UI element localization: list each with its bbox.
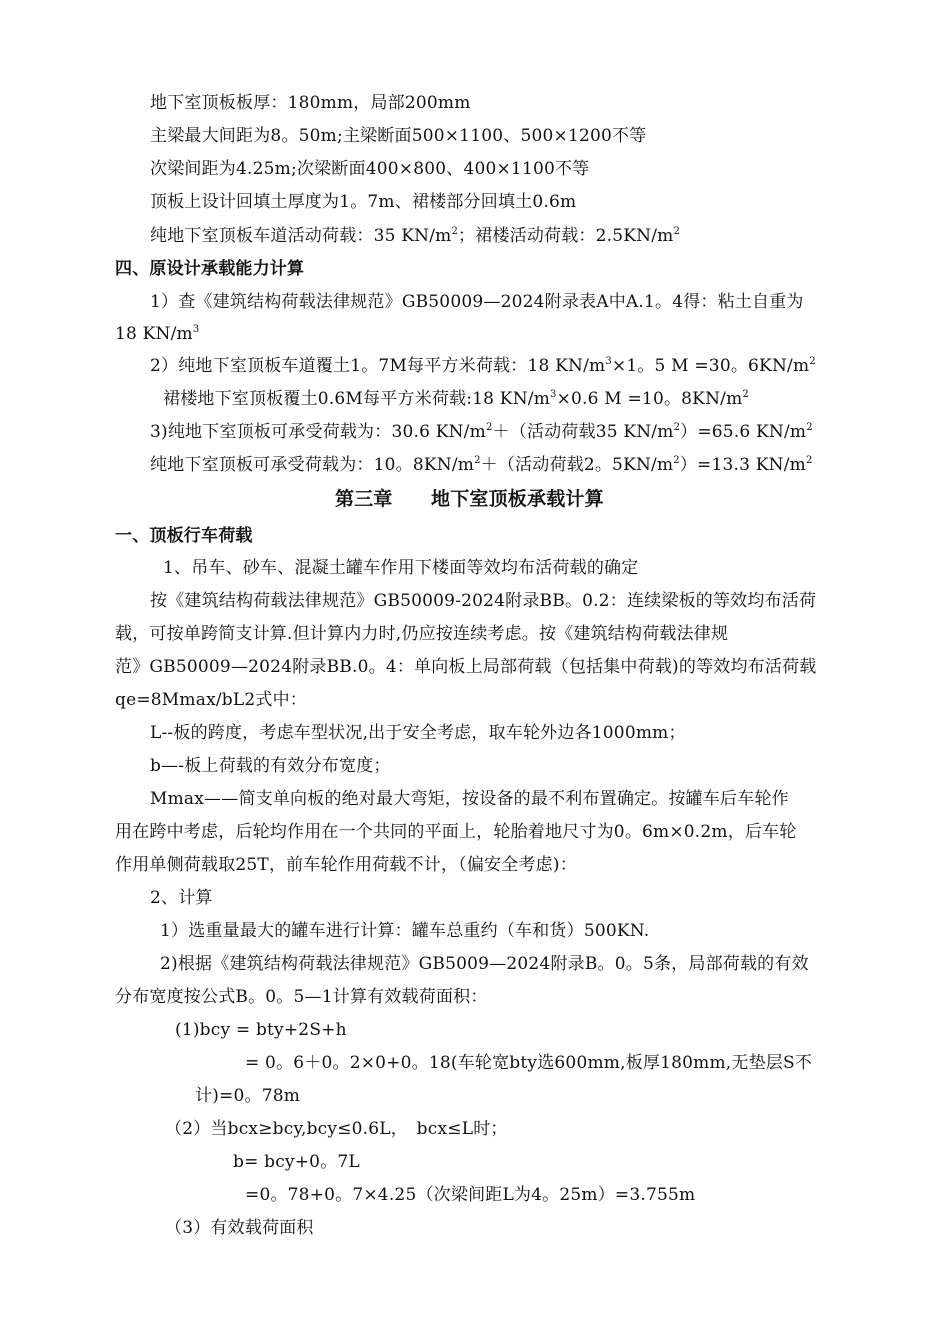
capacity-line-2: 纯地下室顶板可承受荷载为：10。$8KN/m^2+$（活动荷载2。$5KN/m^2)=13.3$ $KN/m^2$ [150, 455, 813, 475]
definition-width: b—-板上荷载的有效分布宽度； [150, 756, 391, 776]
live-load-line: 纯地下室顶板车道活动荷载：35 $KN/m^2$；裙楼活动荷载：$2.5KN/m^2$ [150, 226, 681, 246]
formula-bcy-result: 计)=0。78m [195, 1086, 301, 1106]
main-beam-line: 主梁最大间距为8。50m;主梁断面500×1100、500×1200不等 [150, 126, 647, 146]
paragraph-line: 载，可按单跨简支计算.但计算内力时,仍应按连续考虑。按《建筑结构荷载法律规 [115, 624, 729, 644]
soil-weight-line: 1）查《建筑结构荷载法律规范》GB50009—2024附录表A中A.1。4得：粘土自重为 [150, 292, 804, 312]
formula-bcy: (1)bcy = bty+2S+h [175, 1020, 347, 1040]
paragraph-line: 用在跨中考虑，后轮均作用在一个共同的平面上，轮胎着地尺寸为0。6m×0.2m，后车轮 [115, 822, 797, 842]
formula-b-result: =0。78+0。7×4.25（次梁间距L为4。25m）=3.755m [245, 1185, 696, 1205]
paragraph-line: 范》GB50009—2024附录BB.0。4：单向板上局部荷载（包括集中荷载)的等效均布活荷载 [115, 657, 817, 677]
backfill-thickness-line: 顶板上设计回填土厚度为1。7m、裙楼部分回填土0.6m [150, 192, 577, 212]
paragraph-line: 按《建筑结构荷载法律规范》GB50009-2024附录BB。0.2：连续梁板的等效均布活荷 [150, 591, 817, 611]
paragraph-line: 作用单侧荷载取25T，前车轮作用荷载不计，（偏安全考虑)： [115, 855, 577, 875]
formula-line: qe=8Mmax/bL2式中： [115, 690, 307, 710]
definition-mmax: Mmax——简支单向板的绝对最大弯矩，按设备的最不利布置确定。按罐车后车轮作 [150, 789, 789, 809]
secondary-beam-line: 次梁间距为4.25m;次梁断面400×800、400×1100不等 [150, 159, 590, 179]
soil-weight-value-line: 18 $KN/m^3$ [115, 324, 200, 344]
calculation-heading: 2、计算 [150, 888, 213, 908]
effective-area-heading: （3）有效载荷面积 [165, 1218, 314, 1238]
paragraph-line: 2)根据《建筑结构荷载法律规范》GB5009—2024附录B。0。5条，局部荷载的有效 [160, 954, 809, 974]
tanker-weight-line: 1）选重量最大的罐车进行计算：罐车总重约（车和货）500KN. [160, 921, 650, 941]
chapter-title: 第三章 地下室顶板承载计算 [335, 488, 604, 510]
driveway-cover-load-line: 2）纯地下室顶板车道覆土1。7M每平方米荷载：18 $KN/m^3\times 1$。5 M =30。$6KN/m^2$ [150, 356, 816, 376]
formula-bcy-value: = 0。6＋0。2×0+0。18(车轮宽bty选600mm,板厚180mm,无垫层S不 [245, 1053, 813, 1073]
formula-b: b= bcy+0。7L [233, 1152, 360, 1172]
condition-line: （2）当bcx≥bcy,bcy≤0.6L， bcx≤L时； [165, 1119, 508, 1139]
definition-span: L--板的跨度，考虑车型状况,出于安全考虑，取车轮外边各1000mm； [150, 723, 686, 743]
paragraph-line: 分布宽度按公式B。0。5—1计算有效载荷面积： [115, 987, 488, 1007]
section-heading-original-capacity: 四、原设计承载能力计算 [115, 259, 305, 279]
podium-cover-load-line: 裙楼地下室顶板覆土0.6M每平方米荷载:18 $KN/m^3\times 0.6$ M =10。$8KN/m^2$ [163, 389, 749, 409]
capacity-line-1: 3)纯地下室顶板可承受荷载为：30.6 $KN/m^2+$（活动荷载35 $KN/m^2)=65.6$ $KN/m^2$ [150, 422, 813, 442]
section-heading-vehicle-load: 一、顶板行车荷载 [115, 526, 253, 546]
equivalent-load-heading: 1、吊车、砂车、混凝土罐车作用下楼面等效均布活荷载的确定 [163, 558, 639, 578]
slab-thickness-line: 地下室顶板板厚：180mm，局部200mm [150, 93, 471, 113]
